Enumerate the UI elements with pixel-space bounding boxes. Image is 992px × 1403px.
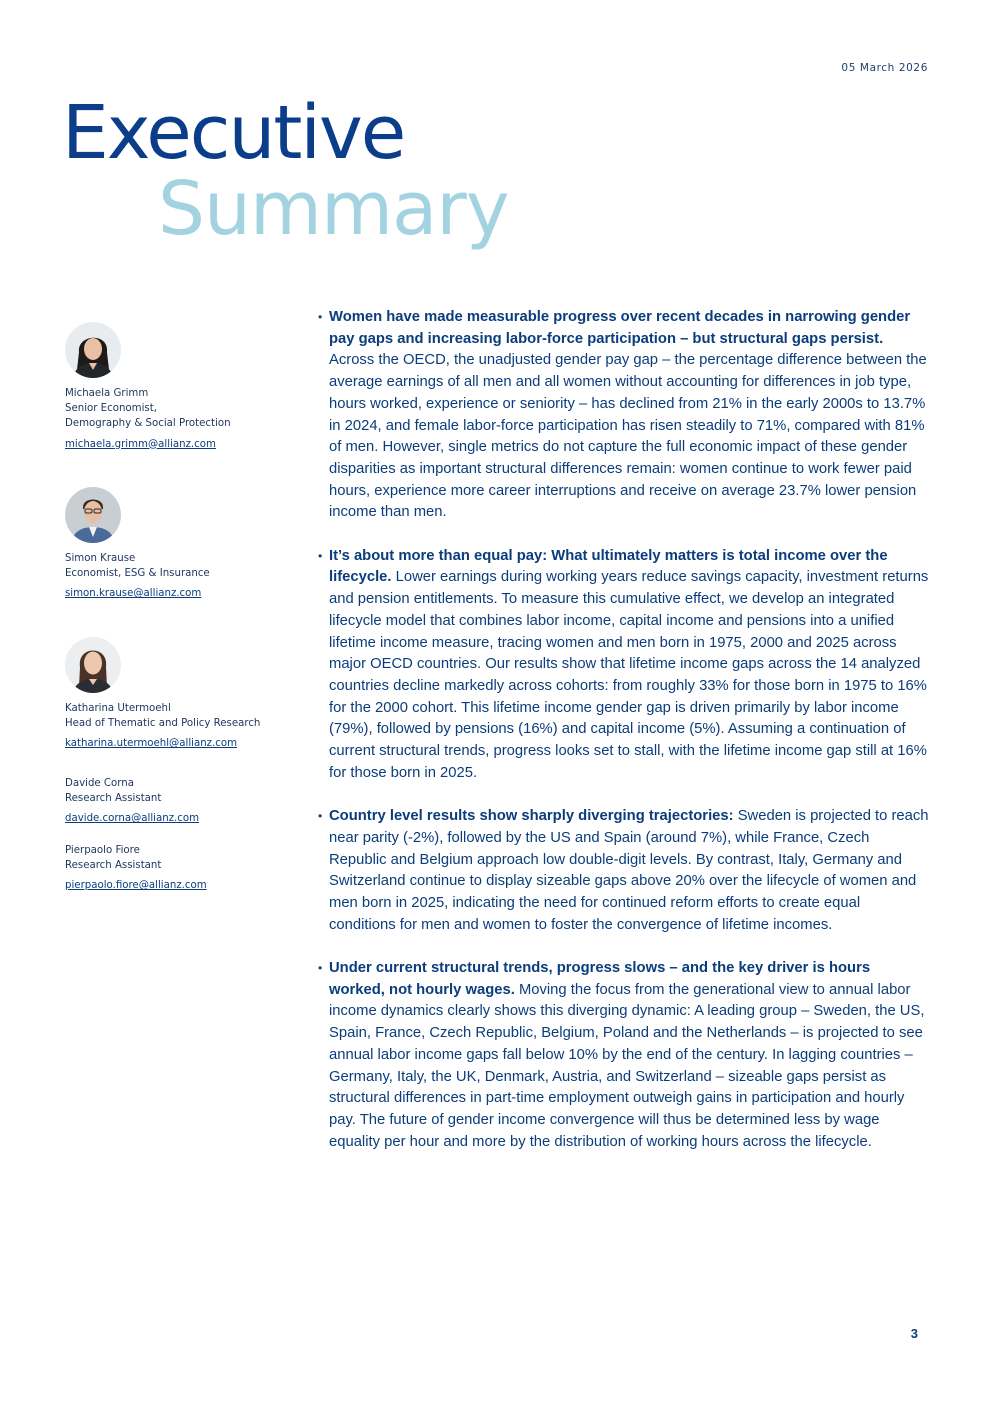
bullet-lead: Women have made measurable progress over recent decades in narrowing gender pay gaps and increasing labor-force participation – but structural gaps persist. (329, 309, 911, 347)
author-email-link[interactable]: michaela.grimm@allianz.com (65, 438, 216, 450)
author-role: Head of Thematic and Policy Research (65, 718, 261, 730)
author-name: Simon Krause (65, 553, 136, 564)
author-role-2: Demography & Social Protection (65, 418, 231, 430)
bullet-text: Lower earnings during working years reduce savings capacity, investment returns and pension entitlements. To measure this cumulative effect, we develop an integrated lifecycle model that combines labor income, capital income and pensions into a unified lifetime income measure, tracing women and men born in 1975, 2000 and 2025 across major OECD countries. Our results show that lifetime income gaps across the 14 analyzed countries decline markedly across cohorts: from roughly 33% for those born in 1975 to 16% for the 2000 cohort. This lifetime income gender gap is driven primarily by labor income (79%), followed by pensions (16%) and capital income (5%). Assuming a continuation of current structural trends, progress looks set to stall, with the lifetime income gap still at 16% for those born in 2025. (329, 569, 929, 781)
portrait-icon (65, 637, 121, 693)
bullet-lead: Under current structural trends, progress slows – and the key driver is hours worked, not hourly wages. (329, 960, 871, 998)
author-card-simon-krause (65, 487, 295, 602)
summary-body (318, 307, 930, 1175)
author-role: Senior Economist, (65, 403, 157, 415)
bullet-lead: Country level results show sharply diverging trajectories: (329, 808, 734, 825)
bullet-text: Moving the focus from the generational view to annual labor income dynamics clearly shows this diverging dynamic: A leading group – Sweden, the US, Spain, France, Czech Republic, Belgium, Poland and the Netherlands – is projected to see annual labor income gaps fall below 10% by the end of the century. In lagging countries – Germany, Italy, the UK, Denmark, Austria, and Switzerland – sizeable gaps persist as structural differences in part-time employment outweigh gains in participation and hourly pay. The future of gender income convergence will thus be determined less by wage equality per hour and more by the distribution of working hours across the lifecycle. (329, 981, 925, 1150)
portrait-icon (65, 322, 121, 378)
report-date: 05 March 2026 (841, 62, 928, 74)
author-photo (65, 487, 121, 543)
author-name: Davide Corna (65, 778, 134, 789)
portrait-icon (65, 487, 121, 543)
author-card-davide-corna (65, 776, 295, 827)
page-title-summary: Summary (158, 166, 509, 252)
author-email-link[interactable]: simon.krause@allianz.com (65, 588, 202, 600)
author-card-katharina-utermoehl (65, 637, 295, 752)
author-role: Research Assistant (65, 793, 162, 805)
author-card-michaela-grimm (65, 322, 295, 452)
page-title-executive: Executive (62, 90, 405, 176)
author-email-link[interactable]: davide.corna@allianz.com (65, 813, 200, 825)
summary-bullet (318, 307, 930, 524)
author-card-pierpaolo-fiore (65, 843, 295, 894)
author-email-link[interactable]: katharina.utermoehl@allianz.com (65, 738, 238, 750)
author-name: Pierpaolo Fiore (65, 845, 140, 856)
bullet-text: Sweden is projected to reach near parity (-2%), followed by the US and Spain (around 7%), while France, Czech Republic and Belgium approach low double-digit levels. By contrast, Italy, Germany and Switzerland continue to display sizeable gaps above 20% over the lifecycle of women and men born in 2025, indicating the need for continued reform efforts to create equal conditions for men and women to foster the convergence of lifetime incomes. (329, 808, 929, 933)
author-name: Michaela Grimm (65, 388, 149, 399)
author-name: Katharina Utermoehl (65, 703, 171, 714)
author-photo (65, 322, 121, 378)
page-number: 3 (910, 1326, 918, 1341)
author-role: Research Assistant (65, 860, 162, 872)
summary-bullet (318, 958, 930, 1153)
bullet-lead: It’s about more than equal pay: What ultimately matters is total income over the lifecycle. (329, 547, 888, 586)
author-email-link[interactable]: pierpaolo.fiore@allianz.com (65, 880, 207, 892)
summary-bullet (318, 806, 930, 936)
summary-bullet (318, 546, 930, 785)
author-photo (65, 637, 121, 693)
bullet-text: Across the OECD, the unadjusted gender pay gap – the percentage difference between the average earnings of all men and all women without accounting for differences in job type, hours worked, experience or seniority – has declined from 21% in the early 2000s to 13.7% in 2024, and female labor-force participation has risen steadily to 71%, compared with 81% of men. However, single metrics do not capture the full economic impact of these gender disparities as important structural differences remain: women continue to work fewer paid hours, experience more career interruptions and receive on average 23.7% lower pension income than men. (329, 352, 927, 521)
author-role: Economist, ESG & Insurance (65, 568, 210, 580)
